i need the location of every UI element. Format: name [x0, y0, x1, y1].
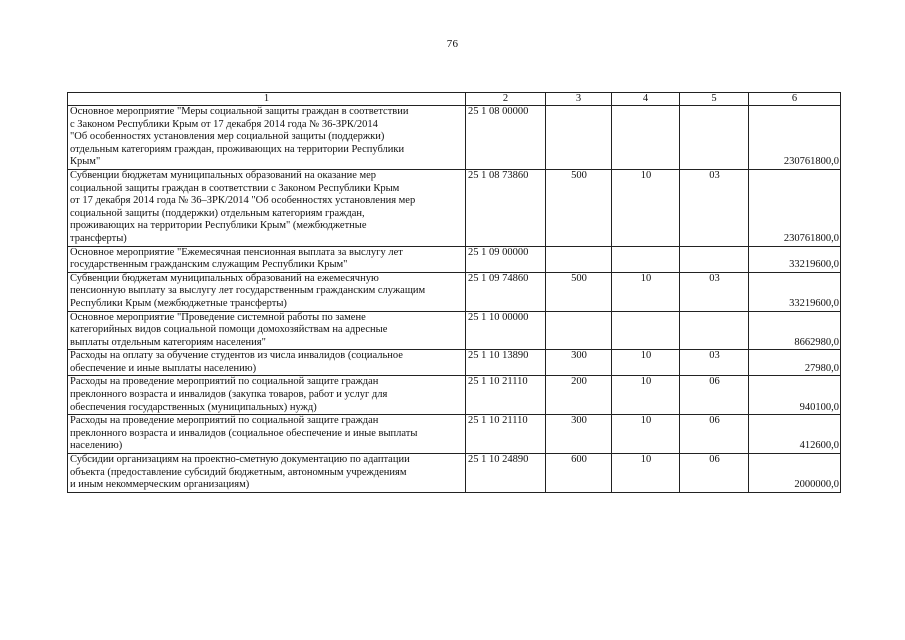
target-article-code-cell: 25 1 10 24890 — [466, 454, 546, 493]
item-name-line: с Законом Республики Крым от 17 декабря 2014 года № 36-ЗРК/2014 — [70, 118, 378, 130]
target-article-code-cell: 25 1 09 00000 — [466, 246, 546, 272]
item-name-line: от 17 декабря 2014 года № 36–ЗРК/2014 "Об особенностях установления мер — [70, 195, 416, 207]
section-cell: 10 — [612, 350, 680, 376]
header-col-3: 3 — [546, 93, 612, 106]
item-name-line: Основное мероприятие "Проведение системной работы по замене — [70, 311, 366, 323]
item-name-line: Субсидии организациям на проектно-сметную документацию по адаптации — [70, 454, 410, 466]
expense-type-cell — [546, 246, 612, 272]
subsection-cell — [680, 106, 749, 170]
item-name-line: Расходы на оплату за обучение студентов из числа инвалидов (социальное — [70, 350, 403, 362]
target-article-code-cell: 25 1 10 13890 — [466, 350, 546, 376]
target-article-code-cell: 25 1 10 00000 — [466, 311, 546, 350]
amount-cell: 33219600,0 — [749, 246, 841, 272]
target-article-code-cell: 25 1 09 74860 — [466, 272, 546, 311]
expense-type-cell: 500 — [546, 272, 612, 311]
header-col-6: 6 — [749, 93, 841, 106]
item-name-cell — [68, 376, 466, 415]
target-article-code-cell: 25 1 08 00000 — [466, 106, 546, 170]
subsection-cell: 03 — [680, 169, 749, 246]
item-name-line: населению) — [70, 440, 123, 452]
table-row — [68, 415, 841, 454]
section-cell — [612, 311, 680, 350]
table-row — [68, 454, 841, 493]
table-row — [68, 106, 841, 170]
header-col-1: 1 — [68, 93, 466, 106]
item-name-line: Субвенции бюджетам муниципальных образований на ежемесячную — [70, 272, 379, 284]
amount-cell: 2000000,0 — [749, 454, 841, 493]
item-name-line: трансферты) — [70, 232, 127, 244]
table-row — [68, 376, 841, 415]
subsection-cell: 06 — [680, 376, 749, 415]
subsection-cell: 06 — [680, 415, 749, 454]
item-name-line: обеспечение и иные выплаты населению) — [70, 362, 257, 374]
header-col-4: 4 — [612, 93, 680, 106]
target-article-code-cell: 25 1 08 73860 — [466, 169, 546, 246]
item-name-line: государственным гражданским служащим Республики Крым" — [70, 259, 348, 271]
subsection-cell — [680, 246, 749, 272]
table-row — [68, 311, 841, 350]
item-name-line: Республики Крым (межбюджетные трансферты) — [70, 297, 287, 309]
item-name-line: социальной защиты (поддержки) отдельным категориям граждан, — [70, 207, 365, 219]
amount-cell: 8662980,0 — [749, 311, 841, 350]
page-number: 76 — [446, 38, 459, 50]
target-article-code-cell: 25 1 10 21110 — [466, 376, 546, 415]
expense-type-cell: 600 — [546, 454, 612, 493]
subsection-cell: 03 — [680, 272, 749, 311]
amount-cell: 940100,0 — [749, 376, 841, 415]
item-name-line: Расходы на проведение мероприятий по социальной защите граждан — [70, 376, 379, 388]
item-name-line: Субвенции бюджетам муниципальных образований на оказание мер — [70, 169, 377, 181]
amount-cell: 33219600,0 — [749, 272, 841, 311]
expense-type-cell: 300 — [546, 350, 612, 376]
item-name-line: Основное мероприятие "Ежемесячная пенсионная выплата за выслугу лет — [70, 246, 403, 258]
table-row — [68, 350, 841, 376]
section-cell: 10 — [612, 454, 680, 493]
amount-cell: 27980,0 — [749, 350, 841, 376]
item-name-line: пенсионную выплату за выслугу лет государственным гражданским служащим — [70, 285, 426, 297]
expense-type-cell: 500 — [546, 169, 612, 246]
amount-cell: 230761800,0 — [749, 169, 841, 246]
header-col-2: 2 — [466, 93, 546, 106]
item-name-cell — [68, 272, 466, 311]
budget-table — [67, 92, 841, 493]
item-name-line: "Об особенностях установления мер социальной защиты (поддержки) — [70, 131, 385, 143]
item-name-line: и иным некоммерческим организациям) — [70, 479, 250, 491]
item-name-line: Основное мероприятие "Меры социальной защиты граждан в соответствии — [70, 106, 409, 117]
section-cell: 10 — [612, 415, 680, 454]
item-name-cell — [68, 311, 466, 350]
amount-cell: 412600,0 — [749, 415, 841, 454]
expense-type-cell: 300 — [546, 415, 612, 454]
expense-type-cell — [546, 311, 612, 350]
item-name-line: выплаты отдельным категориям населения" — [70, 336, 266, 348]
item-name-line: объекта (предоставление субсидий бюджетным, автономным учреждениям — [70, 466, 407, 478]
table-header-row — [68, 93, 841, 106]
item-name-line: Расходы на проведение мероприятий по социальной защите граждан — [70, 415, 379, 427]
item-name-line: проживающих на территории Республики Крым" (межбюджетные — [70, 220, 367, 232]
item-name-line: преклонного возраста и инвалидов (социальное обеспечение и иные выплаты — [70, 427, 418, 439]
expense-type-cell — [546, 106, 612, 170]
section-cell: 10 — [612, 272, 680, 311]
expense-type-cell: 200 — [546, 376, 612, 415]
item-name-line: обеспечения государственных (муниципальных) нужд) — [70, 401, 317, 413]
item-name-cell — [68, 454, 466, 493]
item-name-line: Крым" — [70, 156, 101, 168]
subsection-cell: 06 — [680, 454, 749, 493]
table-row — [68, 246, 841, 272]
section-cell: 10 — [612, 169, 680, 246]
item-name-cell — [68, 350, 466, 376]
item-name-line: категорийных видов социальной помощи домохозяйствам на адресные — [70, 324, 388, 336]
table-body — [68, 106, 841, 493]
table-row — [68, 272, 841, 311]
section-cell — [612, 246, 680, 272]
item-name-line: отдельным категориям граждан, проживающих на территории Республики — [70, 143, 405, 155]
section-cell — [612, 106, 680, 170]
item-name-cell — [68, 415, 466, 454]
subsection-cell — [680, 311, 749, 350]
item-name-line: социальной защиты граждан в соответствии с Законом Республики Крым — [70, 182, 400, 194]
item-name-cell — [68, 106, 466, 170]
target-article-code-cell: 25 1 10 21110 — [466, 415, 546, 454]
item-name-cell — [68, 169, 466, 246]
item-name-cell — [68, 246, 466, 272]
table-row — [68, 169, 841, 246]
item-name-line: преклонного возраста и инвалидов (закупка товаров, работ и услуг для — [70, 389, 388, 401]
header-col-5: 5 — [680, 93, 749, 106]
amount-cell: 230761800,0 — [749, 106, 841, 170]
subsection-cell: 03 — [680, 350, 749, 376]
section-cell: 10 — [612, 376, 680, 415]
